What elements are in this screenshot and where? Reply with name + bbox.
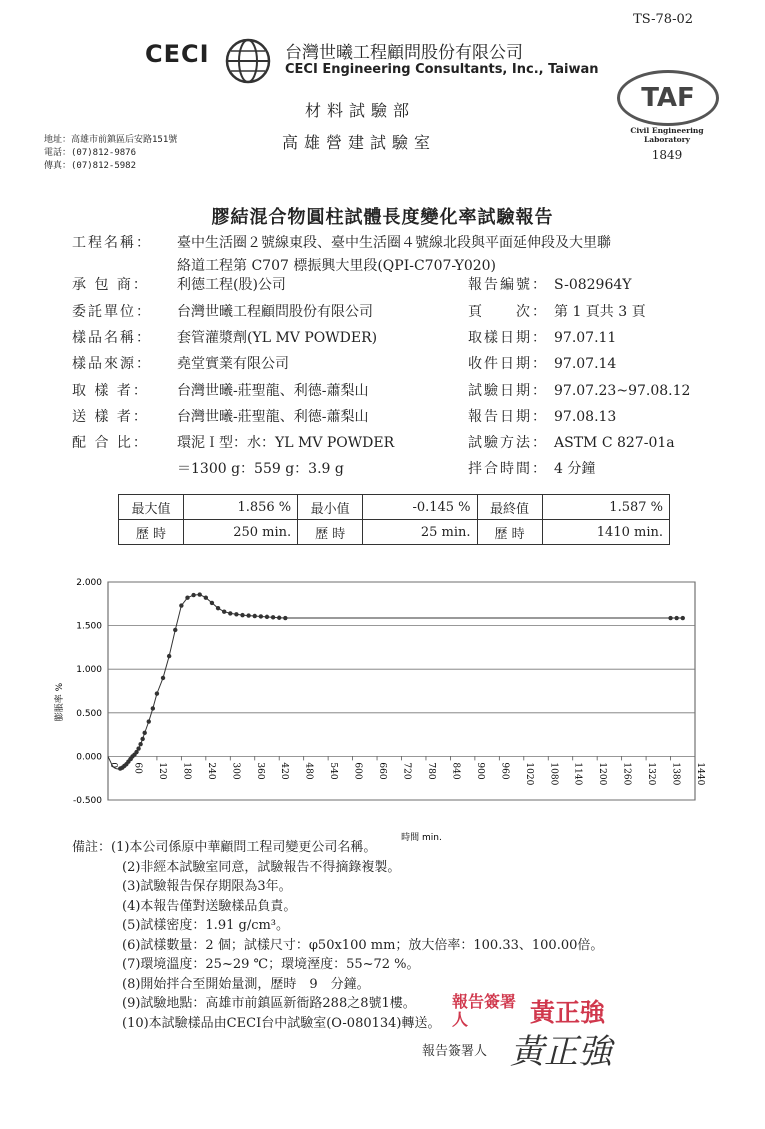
data-point: [151, 706, 155, 710]
data-point: [265, 615, 269, 619]
data-point: [234, 612, 238, 616]
info-value: 台灣世曦-莊聖龍、利德-蕭梨山: [177, 409, 369, 425]
x-tick-label: 420: [279, 762, 290, 780]
data-point: [283, 616, 287, 620]
data-point: [138, 742, 142, 746]
stats-value-row: [119, 495, 670, 520]
info-left-row: [72, 301, 373, 321]
info-right-row: [468, 432, 675, 452]
stamp-text: 報告簽署人: [452, 992, 517, 1029]
min-label: 最小值: [298, 495, 363, 520]
x-tick-label: 1020: [523, 762, 534, 786]
data-point: [259, 614, 263, 618]
x-tick-label: 1380: [670, 762, 681, 786]
y-tick-label: 1.000: [76, 665, 102, 676]
info-right-row: [468, 327, 616, 347]
data-point: [271, 615, 275, 619]
min-time: 25 min.: [363, 520, 477, 545]
data-point: [161, 676, 165, 680]
data-point: [191, 593, 195, 597]
taf-number: 1849: [651, 148, 683, 162]
expansion-chart: [50, 572, 710, 842]
note-line: 備註：(1)本公司係原中華顧問工程司變更公司名稱。: [72, 840, 377, 855]
data-point: [204, 595, 208, 599]
project-line1: 臺中生活圈２號線東段、臺中生活圈４號線北段與平面延伸段及大里聯: [177, 235, 611, 251]
taf-mark: TAF: [641, 83, 695, 113]
data-point: [277, 616, 281, 620]
note-line: (8)開始拌合至開始量測，歷時 9 分鐘。: [122, 976, 370, 992]
info-label: 試驗方法：: [468, 435, 548, 451]
x-tick-label: 840: [450, 762, 461, 780]
company-name-zh: 台灣世曦工程顧問股份有限公司: [285, 43, 523, 63]
data-point: [179, 603, 183, 607]
info-value: 環泥Ｉ型：水：YL MV POWDER: [177, 435, 395, 451]
info-value: 97.07.14: [554, 356, 617, 372]
x-tick-label: 240: [205, 762, 216, 780]
x-tick-label: 0: [108, 762, 118, 769]
time-label: 歷 時: [119, 520, 184, 545]
brand-text: CECI: [145, 40, 210, 68]
y-tick-label: -0.500: [72, 796, 102, 806]
x-tick-label: 900: [474, 762, 485, 780]
company-name-en: CECI Engineering Consultants, Inc., Taiwan: [285, 62, 599, 77]
x-tick-label: 600: [352, 762, 363, 780]
info-label: 委託單位：: [72, 304, 152, 320]
info-left-row: [72, 327, 377, 347]
note-line: (3)試驗報告保存期限為3年。: [122, 879, 292, 894]
max-label: 最大值: [119, 495, 184, 520]
x-tick-label: 1140: [572, 762, 583, 786]
info-value: 堯堂實業有限公司: [177, 356, 289, 372]
x-tick-label: 120: [156, 762, 167, 780]
info-label: 樣品名稱：: [72, 330, 152, 346]
project-line2: 絡道工程第 C707 標振興大里段(QPI-C707-Y020): [177, 258, 497, 274]
company-logo: [145, 38, 605, 88]
x-tick-label: 1320: [646, 762, 657, 786]
data-point: [173, 628, 177, 632]
y-tick-label: 2.000: [76, 578, 102, 588]
project-label: 工程名稱：: [72, 235, 152, 251]
info-left-row: [72, 432, 394, 452]
info-label: 收件日期：: [468, 356, 548, 372]
taf-line2: Laboratory: [644, 135, 690, 144]
x-tick-label: 1260: [621, 762, 632, 786]
data-point: [681, 616, 685, 620]
info-right-row: [468, 301, 646, 321]
final-label: 最終值: [477, 495, 542, 520]
note-line: (2)非經本試驗室同意，試驗報告不得摘錄複製。: [122, 859, 401, 875]
info-label: 報告編號：: [468, 277, 548, 293]
info-left-row: [72, 353, 289, 373]
globe-icon: [225, 38, 271, 84]
lab-name: 高雄營建試驗室: [282, 133, 437, 152]
info-label: 樣品來源：: [72, 356, 152, 372]
fax: 傳真：(07)812-5982: [44, 161, 137, 171]
info-label: 拌合時間：: [468, 461, 548, 477]
mix-ratio-line2: ＝1300 g：559 g：3.9 g: [177, 461, 344, 477]
report-title: 膠結混合物圓柱試體長度變化率試驗報告: [211, 207, 554, 228]
document-number: TS-78-02: [633, 12, 693, 27]
info-right-row: [468, 406, 616, 426]
data-point: [246, 613, 250, 617]
info-value: 97.08.13: [554, 409, 617, 425]
x-tick-label: 180: [181, 762, 192, 780]
x-tick-label: 660: [377, 762, 388, 780]
data-point: [668, 616, 672, 620]
info-value: 利德工程(股)公司: [177, 277, 286, 293]
x-tick-label: 780: [425, 762, 436, 780]
info-label: 試驗日期：: [468, 383, 548, 399]
y-tick-label: 0.500: [76, 708, 102, 719]
info-label: 取樣日期：: [468, 330, 548, 346]
x-axis-label: 時間 min.: [401, 833, 442, 842]
data-point: [167, 654, 171, 658]
data-point: [140, 737, 144, 741]
data-point: [198, 592, 202, 596]
x-tick-label: 1440: [695, 762, 705, 786]
info-value: 台灣世曦-莊聖龍、利德-蕭梨山: [177, 383, 369, 399]
y-tick-label: 0.000: [76, 752, 102, 763]
info-value: 套管灌漿劑(YL MV POWDER): [177, 330, 378, 346]
telephone: 電話：(07)812-9876: [44, 148, 137, 158]
data-point: [240, 613, 244, 617]
x-tick-label: 480: [303, 762, 314, 780]
info-value: 台灣世曦工程顧問股份有限公司: [177, 304, 373, 320]
note-line: (7)環境溫度：25~29 ℃；環境溼度：55~72 %。: [122, 957, 420, 972]
address: 地址：高雄市前鎮區后安路151號: [44, 135, 178, 145]
info-label: 報告日期：: [468, 409, 548, 425]
taf-logo: [617, 70, 719, 126]
info-left-row: [72, 406, 368, 426]
info-label: 取 樣 者：: [72, 383, 149, 399]
info-left-row: [72, 274, 286, 294]
time-label: 歷 時: [298, 520, 363, 545]
x-tick-label: 1200: [597, 762, 608, 786]
taf-accreditation: [617, 70, 717, 162]
info-value: S-082964Y: [554, 277, 632, 293]
data-point: [185, 595, 189, 599]
x-tick-label: 360: [254, 762, 265, 780]
max-time: 250 min.: [184, 520, 298, 545]
info-value: 4 分鐘: [554, 461, 596, 477]
data-point: [222, 609, 226, 613]
note-line: (10)本試驗樣品由CECI台中試驗室(O-080134)轉送。: [122, 1015, 441, 1031]
info-right-row: [468, 458, 595, 478]
data-point: [216, 606, 220, 610]
data-point: [210, 601, 214, 605]
x-tick-label: 960: [499, 762, 510, 780]
info-right-row: [468, 353, 616, 373]
final-time: 1410 min.: [542, 520, 669, 545]
stats-time-row: [119, 520, 670, 545]
data-point: [674, 616, 678, 620]
data-point: [253, 614, 257, 618]
info-value: 97.07.11: [554, 330, 617, 346]
time-label: 歷 時: [477, 520, 542, 545]
info-value: ASTM C 827-01a: [554, 435, 675, 451]
contact-block: [44, 134, 177, 173]
final-value: 1.587 %: [542, 495, 669, 520]
note-line: (9)試驗地點：高雄市前鎮區新衙路288之8號1樓。: [122, 996, 416, 1011]
max-value: 1.856 %: [184, 495, 298, 520]
data-point: [155, 691, 159, 695]
note-line: (6)試樣數量：2 個；試樣尺寸：φ50x100 mm；放大倍率：100.33、100.00倍。: [122, 937, 604, 953]
info-value: 第 1 頁共 3 頁: [554, 304, 646, 320]
data-point: [136, 746, 140, 750]
info-left-row: [72, 380, 368, 400]
x-tick-label: 60: [132, 762, 143, 774]
info-label: 承 包 商：: [72, 277, 149, 293]
y-tick-label: 1.500: [76, 621, 102, 632]
taf-line1: Civil Engineering: [630, 126, 704, 135]
note-line: (4)本報告僅對送驗樣品負責。: [122, 898, 297, 914]
info-label: 送 樣 者：: [72, 409, 149, 425]
info-right-row: [468, 380, 690, 400]
info-label: 頁 次：: [468, 304, 548, 320]
signature: 黃正強: [510, 1032, 612, 1072]
info-label: 配 合 比：: [72, 435, 149, 451]
stats-table: [118, 494, 670, 545]
x-tick-label: 1080: [548, 762, 559, 786]
signer-label: 報告簽署人: [422, 1044, 488, 1059]
note-line: (5)試樣密度：1.91 g/cm³。: [122, 918, 290, 933]
x-tick-label: 540: [328, 762, 339, 780]
x-tick-label: 720: [401, 762, 412, 780]
data-point: [142, 731, 146, 735]
stamp-name: 黃正強: [530, 998, 606, 1027]
y-axis-label: 膨脹率 %: [55, 682, 65, 722]
department-name: 材料試驗部: [305, 101, 416, 120]
project-row: [72, 232, 611, 252]
info-value: 97.07.23~97.08.12: [554, 383, 691, 399]
x-tick-label: 300: [230, 762, 241, 780]
data-point: [147, 719, 151, 723]
data-point: [228, 611, 232, 615]
info-right-row: [468, 274, 632, 294]
min-value: -0.145 %: [363, 495, 477, 520]
